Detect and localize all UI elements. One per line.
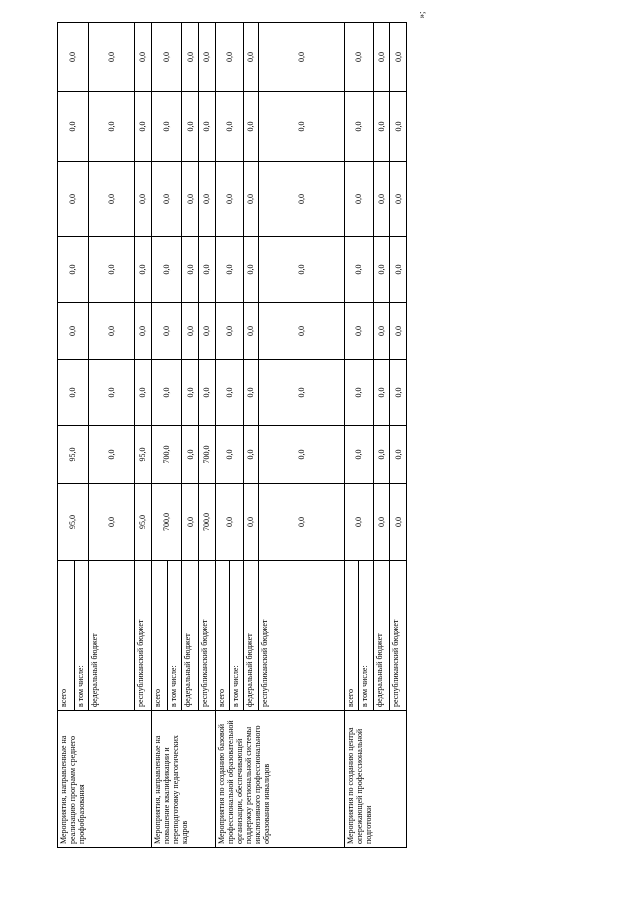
value-cell: 0,0	[88, 91, 134, 161]
group-name: Мероприятия, направленные на реализацию программ среднего профобразования	[58, 711, 152, 848]
value-cell: 0,0	[344, 483, 373, 560]
value-cell: 0,0	[373, 161, 390, 236]
value-cell: 0,0	[182, 302, 199, 359]
value-cell: 0,0	[344, 161, 373, 236]
row-label-incl: в том числе:	[74, 560, 88, 710]
value-cell: 0,0	[88, 161, 134, 236]
value-cell: 0,0	[390, 302, 407, 359]
group-row-total	[151, 22, 168, 847]
value-cell: 0,0	[88, 302, 134, 359]
value-cell: 0,0	[244, 161, 258, 236]
value-cell: 0,0	[215, 483, 244, 560]
group-name: Мероприятия по созданию центра опережающей профессиональной подготовки	[344, 711, 406, 848]
value-cell: 0,0	[215, 22, 244, 91]
value-cell: 95,0	[58, 425, 89, 483]
row-label-total: всего	[344, 560, 358, 710]
row-label-fed: федеральный бюджет	[244, 560, 258, 710]
value-cell: 0,0	[215, 359, 244, 425]
value-cell: 0,0	[151, 359, 182, 425]
value-cell: 0,0	[215, 91, 244, 161]
row-label-rep: республиканский бюджет	[390, 560, 407, 710]
value-cell: 0,0	[182, 22, 199, 91]
row-label-fed: федеральный бюджет	[182, 560, 199, 710]
value-cell: 0,0	[135, 302, 152, 359]
value-cell: 0,0	[58, 236, 89, 302]
value-cell: 0,0	[198, 236, 215, 302]
value-cell: 0,0	[344, 91, 373, 161]
value-cell: 0,0	[198, 91, 215, 161]
value-cell: 0,0	[182, 236, 199, 302]
value-cell: 0,0	[390, 425, 407, 483]
value-cell: 0,0	[215, 425, 244, 483]
value-cell: 0,0	[198, 302, 215, 359]
row-label-incl: в том числе:	[168, 560, 182, 710]
value-cell: 0,0	[215, 161, 244, 236]
value-cell: 0,0	[182, 161, 199, 236]
value-cell: 0,0	[58, 302, 89, 359]
value-cell: 0,0	[258, 359, 344, 425]
row-label-total: всего	[151, 560, 168, 710]
value-cell: 0,0	[135, 22, 152, 91]
value-cell: 700,0	[198, 425, 215, 483]
value-cell: 0,0	[373, 483, 390, 560]
value-cell: 95,0	[135, 483, 152, 560]
value-cell: 0,0	[390, 161, 407, 236]
value-cell: 0,0	[88, 483, 134, 560]
value-cell: 0,0	[244, 359, 258, 425]
value-cell: 0,0	[135, 161, 152, 236]
value-cell: 0,0	[390, 236, 407, 302]
row-label-fed: федеральный бюджет	[88, 560, 134, 710]
value-cell: 0,0	[344, 236, 373, 302]
value-cell: 0,0	[373, 425, 390, 483]
value-cell: 700,0	[151, 483, 182, 560]
group-row-total	[215, 22, 229, 847]
value-cell: 700,0	[198, 483, 215, 560]
value-cell: 0,0	[344, 22, 373, 91]
value-cell: 0,0	[390, 22, 407, 91]
value-cell: 0,0	[258, 161, 344, 236]
value-cell: 700,0	[151, 425, 182, 483]
row-label-total: всего	[215, 560, 229, 710]
value-cell: 0,0	[215, 236, 244, 302]
value-cell: 0,0	[344, 359, 373, 425]
value-cell: 0,0	[244, 425, 258, 483]
value-cell: 0,0	[151, 161, 182, 236]
value-cell: 95,0	[135, 425, 152, 483]
value-cell: 0,0	[182, 359, 199, 425]
group-name: Мероприятия по созданию базовой профессиональной образовательной организации, обеспечивающей поддержку региональной системы инклюзивного профессионального образования инвалидов	[215, 711, 344, 848]
value-cell: 0,0	[390, 359, 407, 425]
value-cell: 0,0	[258, 236, 344, 302]
value-cell: 0,0	[244, 483, 258, 560]
row-label-rep: республиканский бюджет	[198, 560, 215, 710]
value-cell: 0,0	[135, 359, 152, 425]
value-cell: 0,0	[373, 302, 390, 359]
value-cell: 0,0	[151, 91, 182, 161]
value-cell: 0,0	[135, 91, 152, 161]
group-row-total	[344, 22, 358, 847]
value-cell: 0,0	[258, 22, 344, 91]
value-cell: 0,0	[88, 425, 134, 483]
row-label-total: всего	[58, 560, 75, 710]
value-cell: 0,0	[258, 91, 344, 161]
row-label-rep: республиканский бюджет	[258, 560, 344, 710]
value-cell: 0,0	[244, 302, 258, 359]
value-cell: 0,0	[390, 91, 407, 161]
value-cell: 0,0	[244, 22, 258, 91]
value-cell: 0,0	[151, 236, 182, 302]
value-cell: 0,0	[198, 161, 215, 236]
value-cell: 0,0	[88, 22, 134, 91]
value-cell: 0,0	[258, 302, 344, 359]
value-cell: 0,0	[258, 425, 344, 483]
value-cell: 0,0	[373, 22, 390, 91]
value-cell: 0,0	[58, 91, 89, 161]
value-cell: 0,0	[58, 22, 89, 91]
value-cell: 0,0	[373, 91, 390, 161]
value-cell: 0,0	[182, 425, 199, 483]
value-cell: 0,0	[215, 302, 244, 359]
value-cell: 0,0	[58, 161, 89, 236]
group-row-total	[58, 22, 75, 847]
corner-mark: »;	[416, 11, 427, 19]
value-cell: 0,0	[244, 236, 258, 302]
row-label-incl: в том числе:	[359, 560, 373, 710]
value-cell: 0,0	[151, 22, 182, 91]
row-label-rep: республиканский бюджет	[135, 560, 152, 710]
value-cell: 0,0	[182, 483, 199, 560]
value-cell: 0,0	[344, 425, 373, 483]
value-cell: 0,0	[373, 359, 390, 425]
row-label-fed: федеральный бюджет	[373, 560, 390, 710]
value-cell: 0,0	[198, 22, 215, 91]
value-cell: 0,0	[258, 483, 344, 560]
value-cell: 0,0	[244, 91, 258, 161]
row-label-incl: в том числе:	[229, 560, 243, 710]
value-cell: 0,0	[151, 302, 182, 359]
value-cell: 0,0	[88, 359, 134, 425]
value-cell: 0,0	[88, 236, 134, 302]
budget-table	[57, 22, 407, 848]
value-cell: 0,0	[198, 359, 215, 425]
value-cell: 95,0	[58, 483, 89, 560]
value-cell: 0,0	[344, 302, 373, 359]
value-cell: 0,0	[373, 236, 390, 302]
rotated-table-wrapper	[57, 23, 407, 848]
group-name: Мероприятия, направленные на повышение квалификации и переподготовку педагогических кадров	[151, 711, 215, 848]
value-cell: 0,0	[182, 91, 199, 161]
value-cell: 0,0	[390, 483, 407, 560]
value-cell: 0,0	[58, 359, 89, 425]
value-cell: 0,0	[135, 236, 152, 302]
